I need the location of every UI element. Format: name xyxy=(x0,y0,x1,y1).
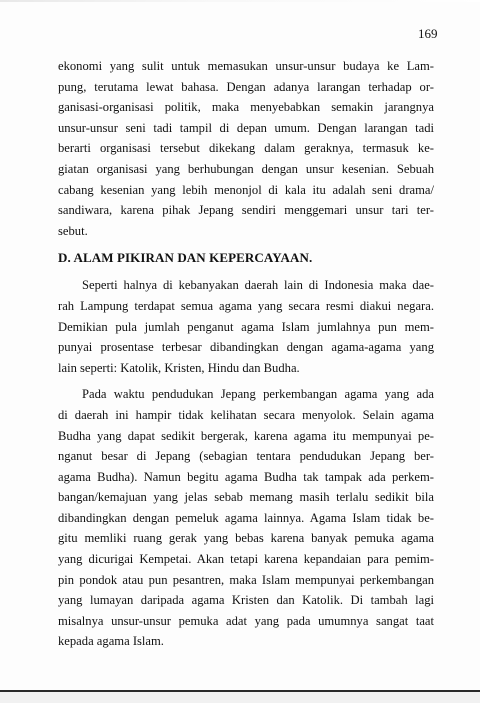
text-line: Demikian pula jumlah penganut agama Islam jumlahnya pun mem- xyxy=(58,319,434,334)
text-line: sebut. xyxy=(58,223,88,238)
text-line: sandiwara, karena pihak Jepang sendiri menggemari unsur tari ter- xyxy=(58,203,434,218)
text-line: unsur-unsur seni tadi tampil di depan umum. Dengan larangan tadi xyxy=(58,120,434,135)
page-body xyxy=(58,56,434,652)
text-line: dibandingkan dengan pemeluk agama lainnya. Agama Islam tidak be- xyxy=(58,510,434,525)
text-line: gitu memliki ruang gerak yang bebas karena banyak pemuka agama xyxy=(58,531,434,546)
text-line: pung, terutama lewat bahasa. Dengan adanya larangan terhadap or- xyxy=(58,79,434,94)
text-line: Pada waktu pendudukan Jepang perkembangan agama yang ada xyxy=(82,387,434,402)
page-bottom-shadow xyxy=(0,692,480,703)
text-line: giatan organisasi yang berhubungan dengan unsur kesenian. Sebuah xyxy=(58,161,434,176)
text-line: kepada agama Islam. xyxy=(58,634,164,649)
page-top-edge xyxy=(0,0,480,2)
text-line: yang lumayan daripada agama Kristen dan Katolik. Di tambah lagi xyxy=(58,593,434,608)
text-line: rah Lampung terdapat semua agama yang secara resmi diakui negara. xyxy=(58,298,434,313)
section-heading: D. ALAM PIKIRAN DAN KEPERCAYAAN. xyxy=(58,250,313,266)
paragraph-1 xyxy=(58,56,434,241)
text-line: pin pondok atau pun pesantren, maka Islam mempunyai perkembangan xyxy=(58,572,434,587)
text-line: di daerah ini hampir tidak kelihatan secara menyolok. Selain agama xyxy=(58,407,434,422)
text-line: ekonomi yang sulit untuk memasukan unsur-unsur budaya ke Lam- xyxy=(58,59,434,73)
text-line: agama Budha). Namun begitu agama Budha tak tampak ada perkem- xyxy=(58,469,434,484)
text-line: misalnya unsur-unsur pemuka adat yang pada umumnya sangat taat xyxy=(58,613,434,628)
text-line: nganut besar di Jepang (sebagian tentara pendudukan Jepang ber- xyxy=(58,449,434,464)
text-line: lain seperti: Katolik, Kristen, Hindu dan Budha. xyxy=(58,360,300,375)
text-line: punyai prosentase terbesar dibandingkan dengan agama-agama yang xyxy=(58,340,434,355)
text-line: berarti organisasi tersebut dikekang dalam geraknya, termasuk ke- xyxy=(58,141,434,156)
text-line: cabang kesenian yang lebih menonjol di kala itu adalah seni drama/ xyxy=(58,182,434,197)
page-number: 169 xyxy=(418,26,438,41)
text-line: bangan/kemajuan yang jelas sebab memang masih terlalu sedikit bila xyxy=(58,490,434,505)
text-line: yang dicurigai Kempetai. Akan tetapi karena kepandaian para pemim- xyxy=(58,552,434,567)
text-line: ganisasi-organisasi politik, maka menyebabkan semakin jarangnya xyxy=(58,100,434,115)
paragraph-2 xyxy=(58,275,434,378)
text-line: Seperti halnya di kebanyakan daerah lain di Indonesia maka dae- xyxy=(82,278,434,293)
text-line: Budha yang dapat sedikit bergerak, karena agama itu mempunyai pe- xyxy=(58,428,434,443)
paragraph-3 xyxy=(58,384,434,652)
